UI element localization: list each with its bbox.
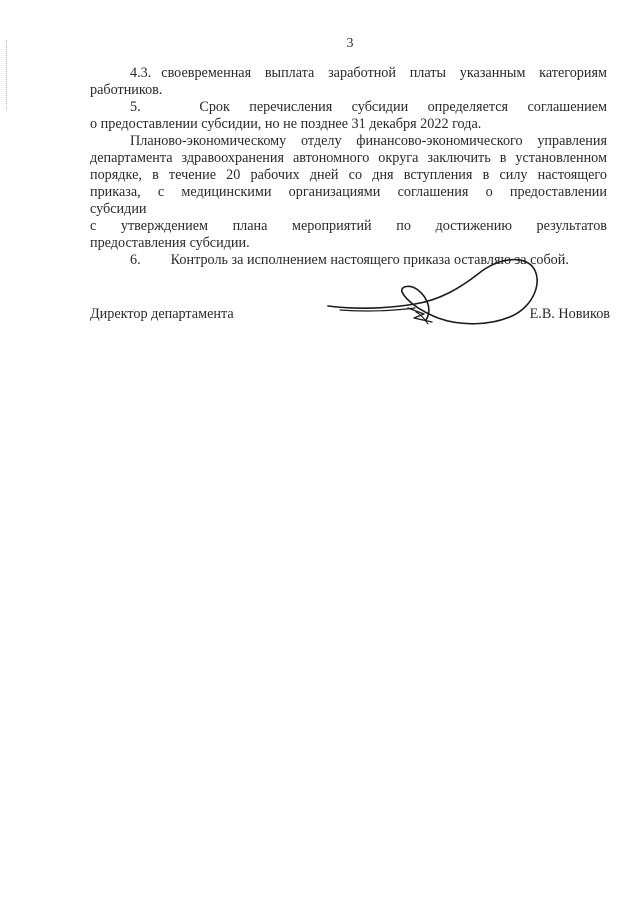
paragraph-5-word: субсидии [351,99,409,115]
paragraph-plan-word: по [396,218,411,234]
paragraph-plan-line-7: предоставления субсидии. [90,235,250,251]
paragraph-5-word: Срок [199,99,230,115]
paragraph-plan-word: плана [232,218,268,234]
signatory-position: Директор департамента [90,306,234,322]
paragraph-plan-line-6 [90,218,607,235]
paragraph-plan-line-3: порядке, в течение 20 рабочих дней со дня вступления в силу настоящего [90,167,607,183]
page-number: 3 [346,36,354,51]
paragraph-5-line-1 [90,99,607,116]
paragraph-5-word: определяется [427,99,509,115]
paragraph-plan-word: с [90,218,97,234]
paragraph-5-line-2: о предоставлении субсидии, но не позднее 31 декабря 2022 года. [90,116,482,132]
signature-block [90,306,610,326]
signatory-name: Е.В. Новиков [529,306,610,322]
paragraph-6-text: Контроль за исполнением настоящего приказа оставляю за собой. [170,252,569,268]
paragraph-4-3-line-1 [90,65,607,82]
paragraph-plan-word: достижению [435,218,512,234]
paragraph-plan-line-1: Планово-экономическому отделу финансово-экономического управления [130,133,607,149]
paragraph-5-word: соглашением [527,99,607,115]
paragraph-plan-word: результатов [536,218,607,234]
paragraph-plan-line-5: субсидии [90,201,147,217]
paragraph-4-3-number: 4.3. [130,65,152,81]
paragraph-4-3-text: своевременная выплата заработной платы указанным категориям [161,65,607,81]
paragraph-4-3-line-2: работников. [90,82,163,98]
paragraph-6-number: 6. [130,252,141,268]
paragraph-plan-line-4: приказа, с медицинскими организациями соглашения о предоставлении [90,184,607,200]
paragraph-plan-word: мероприятий [292,218,372,234]
paragraph-plan-word: утверждением [120,218,208,234]
paragraph-plan-line-2: департамента здравоохранения автономного округа заключить в установленном [90,150,607,166]
document-body [90,65,607,269]
paragraph-5-word: перечисления [249,99,333,115]
paragraph-5-number: 5. [130,99,141,115]
